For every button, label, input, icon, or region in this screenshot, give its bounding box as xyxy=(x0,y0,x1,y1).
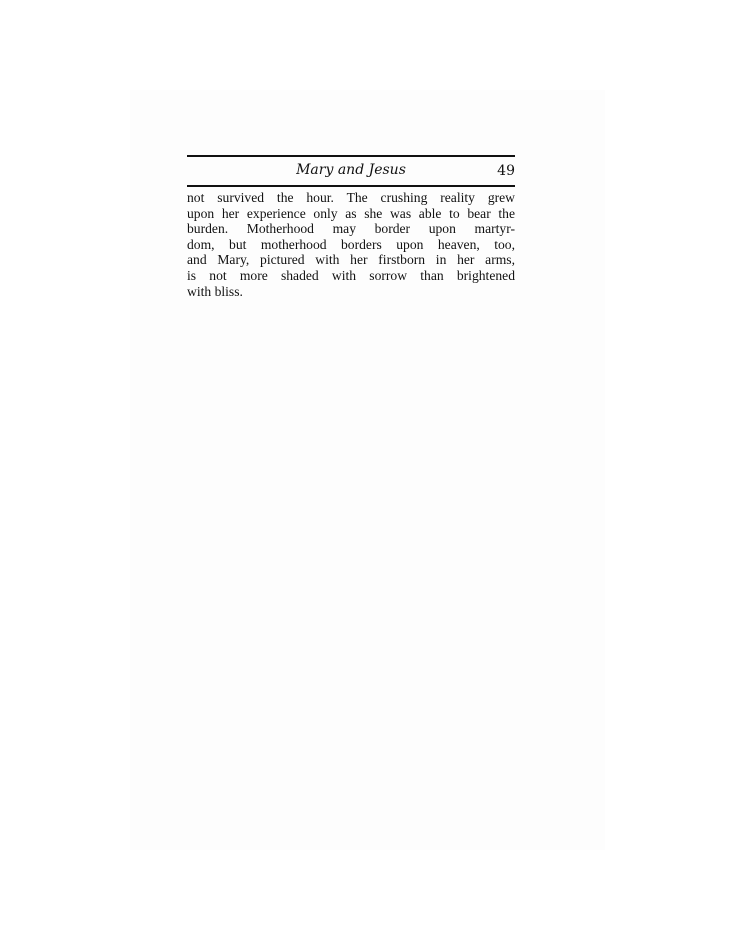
body-paragraph xyxy=(187,190,515,299)
text-line: and Mary, pictured with her firstborn in her arms, xyxy=(187,252,515,268)
text-line: not survived the hour. The crushing reality grew xyxy=(187,190,515,205)
text-line: is not more shaded with sorrow than brightened xyxy=(187,267,515,283)
header-rule-top xyxy=(187,155,515,157)
running-title: Mary and Jesus xyxy=(296,162,406,178)
text-line: with bliss. xyxy=(187,283,243,299)
text-line: burden. Motherhood may border upon martyr- xyxy=(187,221,515,237)
header-rule-bottom xyxy=(187,185,515,187)
running-head xyxy=(187,160,515,182)
text-line: upon her experience only as she was able to bear the xyxy=(187,205,515,221)
page-number: 49 xyxy=(497,163,515,179)
text-line: dom, but motherhood borders upon heaven, too, xyxy=(187,236,515,252)
